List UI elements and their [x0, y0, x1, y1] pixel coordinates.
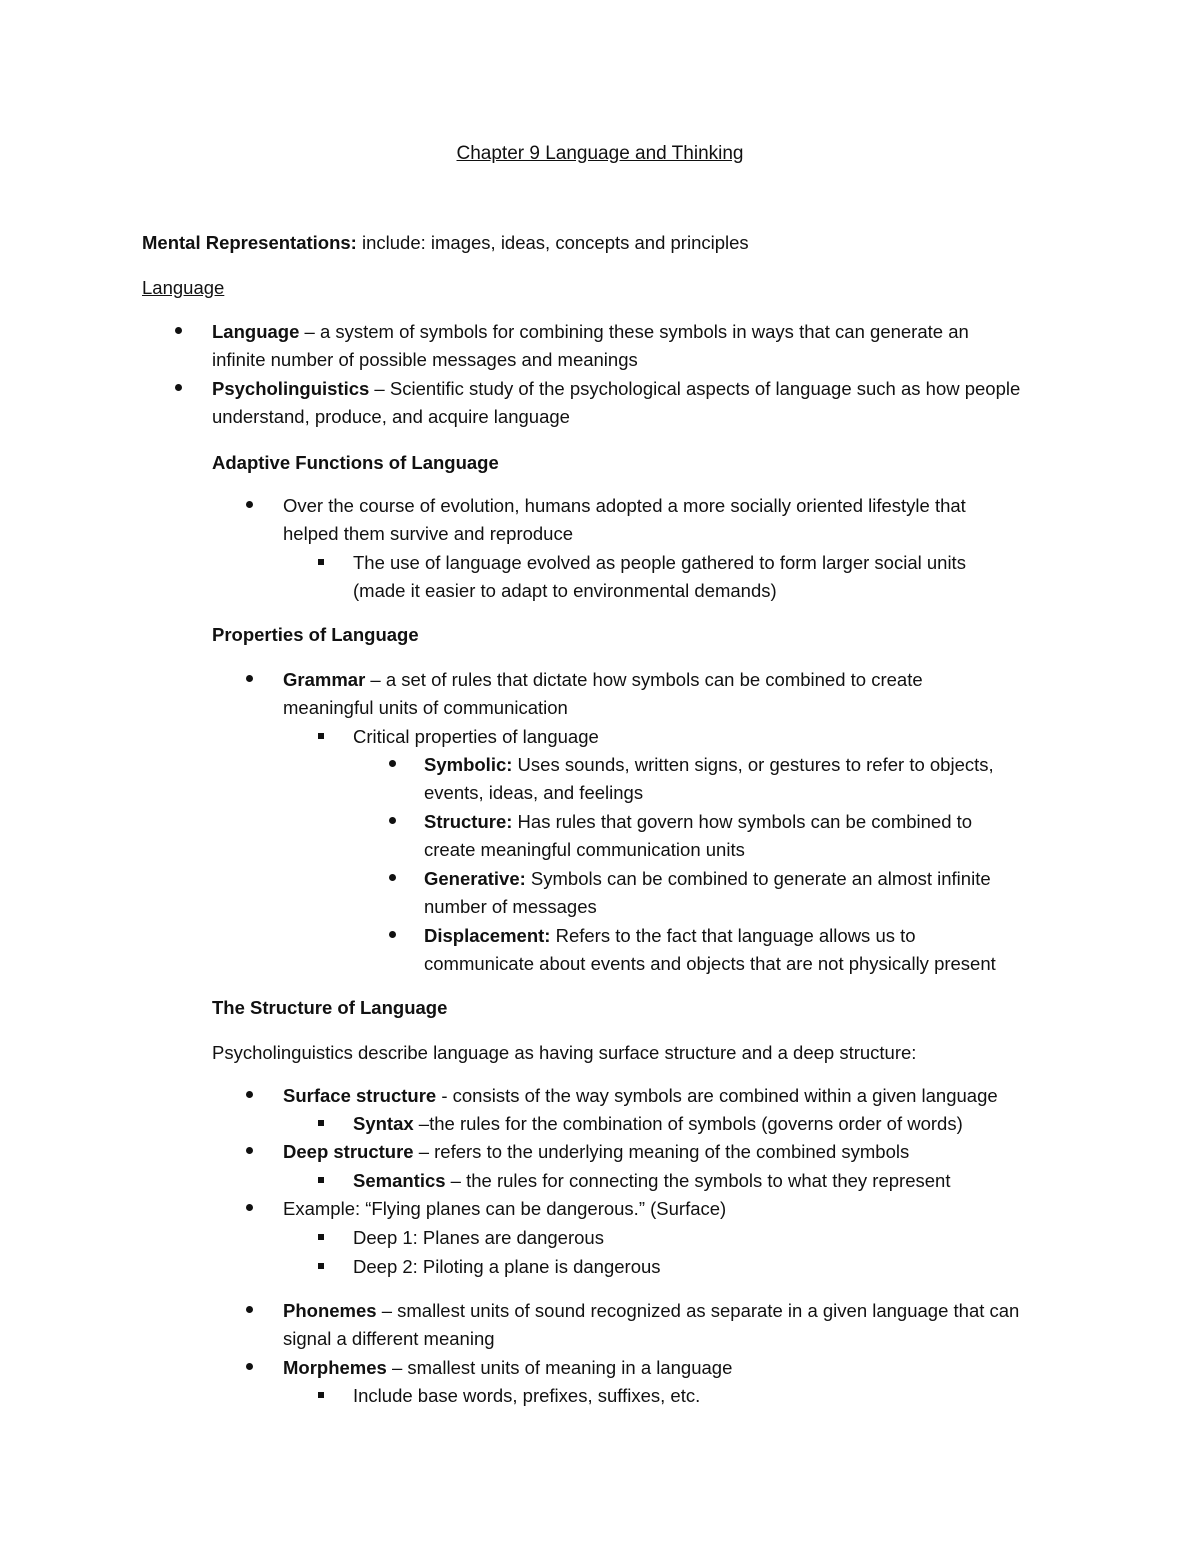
page-title: Chapter 9 Language and Thinking — [456, 143, 744, 164]
square-bullet-icon — [318, 1120, 324, 1126]
bullet-icon — [389, 817, 396, 824]
symbolic-line-2: events, ideas, and feelings — [424, 782, 644, 803]
properties-heading: Properties of Language — [212, 624, 419, 645]
generative-text: Symbols can be combined to generate an almost infinite — [525, 868, 991, 889]
language-item-2-line-1 — [212, 375, 1020, 403]
square-bullet-icon — [318, 1177, 324, 1183]
surface-term: Surface structure — [283, 1085, 437, 1106]
language-item-2-term: Psycholinguistics — [212, 378, 370, 399]
bullet-icon — [389, 874, 396, 881]
displacement-term: Displacement: — [424, 925, 551, 946]
semantics-text: – the rules for connecting the symbols to what they represent — [445, 1170, 951, 1191]
adaptive-item-line-1: Over the course of evolution, humans adopted a more socially oriented lifestyle that — [283, 495, 966, 516]
bullet-icon — [175, 384, 182, 391]
bullet-icon — [246, 675, 253, 682]
structure-prop-line-2: create meaningful communication units — [424, 839, 745, 860]
morphemes-line — [283, 1354, 732, 1382]
bullet-icon — [389, 760, 396, 767]
grammar-line-1 — [283, 666, 923, 694]
phonemes-term: Phonemes — [283, 1300, 377, 1321]
adaptive-sub-line-1: The use of language evolved as people gathered to form larger social units — [353, 552, 966, 573]
deep-1-line: Deep 1: Planes are dangerous — [353, 1227, 604, 1248]
square-bullet-icon — [318, 1234, 324, 1240]
square-bullet-icon — [318, 1392, 324, 1398]
square-bullet-icon — [318, 1263, 324, 1269]
language-item-2-line-2: understand, produce, and acquire language — [212, 406, 570, 427]
mental-representations-line — [142, 229, 749, 257]
language-item-1-line-2: infinite number of possible messages and meanings — [212, 349, 638, 370]
structure-prop-term: Structure: — [424, 811, 513, 832]
deep-term: Deep structure — [283, 1141, 414, 1162]
grammar-term: Grammar — [283, 669, 366, 690]
bullet-icon — [246, 1363, 253, 1370]
structure-prop-text: Has rules that govern how symbols can be combined to — [512, 811, 973, 832]
language-item-1-line-1 — [212, 318, 969, 346]
square-bullet-icon — [318, 733, 324, 739]
structure-prop-line-1 — [424, 808, 972, 836]
symbolic-text: Uses sounds, written signs, or gestures to refer to objects, — [512, 754, 994, 775]
mental-term: Mental Representations: — [142, 232, 357, 253]
bullet-icon — [175, 327, 182, 334]
semantics-term: Semantics — [353, 1170, 446, 1191]
surface-text: - consists of the way symbols are combined within a given language — [436, 1085, 998, 1106]
grammar-text: – a set of rules that dictate how symbols can be combined to create — [365, 669, 923, 690]
structure-heading: The Structure of Language — [212, 997, 448, 1018]
bullet-icon — [246, 1091, 253, 1098]
language-item-2-text: – Scientific study of the psychological aspects of language such as how people — [369, 378, 1021, 399]
bullet-icon — [246, 501, 253, 508]
bullet-icon — [246, 1147, 253, 1154]
syntax-text: –the rules for the combination of symbols (governs order of words) — [413, 1113, 963, 1134]
surface-structure-line — [283, 1082, 998, 1110]
displacement-line-2: communicate about events and objects that are not physically present — [424, 953, 996, 974]
morphemes-sub-line: Include base words, prefixes, suffixes, etc. — [353, 1385, 701, 1406]
adaptive-heading: Adaptive Functions of Language — [212, 452, 499, 473]
deep-2-line: Deep 2: Piloting a plane is dangerous — [353, 1256, 661, 1277]
generative-line-1 — [424, 865, 991, 893]
morphemes-term: Morphemes — [283, 1357, 387, 1378]
semantics-line — [353, 1167, 950, 1195]
generative-term: Generative: — [424, 868, 526, 889]
displacement-text: Refers to the fact that language allows us to — [550, 925, 916, 946]
language-item-1-term: Language — [212, 321, 300, 342]
morphemes-text: – smallest units of meaning in a language — [386, 1357, 733, 1378]
bullet-icon — [246, 1204, 253, 1211]
mental-text: include: images, ideas, concepts and principles — [356, 232, 749, 253]
bullet-icon — [389, 931, 396, 938]
adaptive-sub-line-2: (made it easier to adapt to environmental demands) — [353, 580, 777, 601]
phonemes-text: – smallest units of sound recognized as separate in a given language that can — [376, 1300, 1020, 1321]
example-line: Example: “Flying planes can be dangerous.” (Surface) — [283, 1198, 727, 1219]
phonemes-line-1 — [283, 1297, 1019, 1325]
bullet-icon — [246, 1306, 253, 1313]
displacement-line-1 — [424, 922, 916, 950]
grammar-line-2: meaningful units of communication — [283, 697, 568, 718]
symbolic-line-1 — [424, 751, 994, 779]
language-heading: Language — [142, 277, 225, 298]
phonemes-line-2: signal a different meaning — [283, 1328, 495, 1349]
adaptive-item-line-2: helped them survive and reproduce — [283, 523, 574, 544]
symbolic-term: Symbolic: — [424, 754, 513, 775]
language-item-1-text: – a system of symbols for combining these symbols in ways that can generate an — [299, 321, 969, 342]
deep-text: – refers to the underlying meaning of the combined symbols — [413, 1141, 910, 1162]
structure-intro: Psycholinguistics describe language as having surface structure and a deep structure: — [212, 1042, 917, 1063]
critical-properties: Critical properties of language — [353, 726, 599, 747]
square-bullet-icon — [318, 559, 324, 565]
deep-structure-line — [283, 1138, 909, 1166]
syntax-term: Syntax — [353, 1113, 414, 1134]
syntax-line — [353, 1110, 963, 1138]
generative-line-2: number of messages — [424, 896, 597, 917]
